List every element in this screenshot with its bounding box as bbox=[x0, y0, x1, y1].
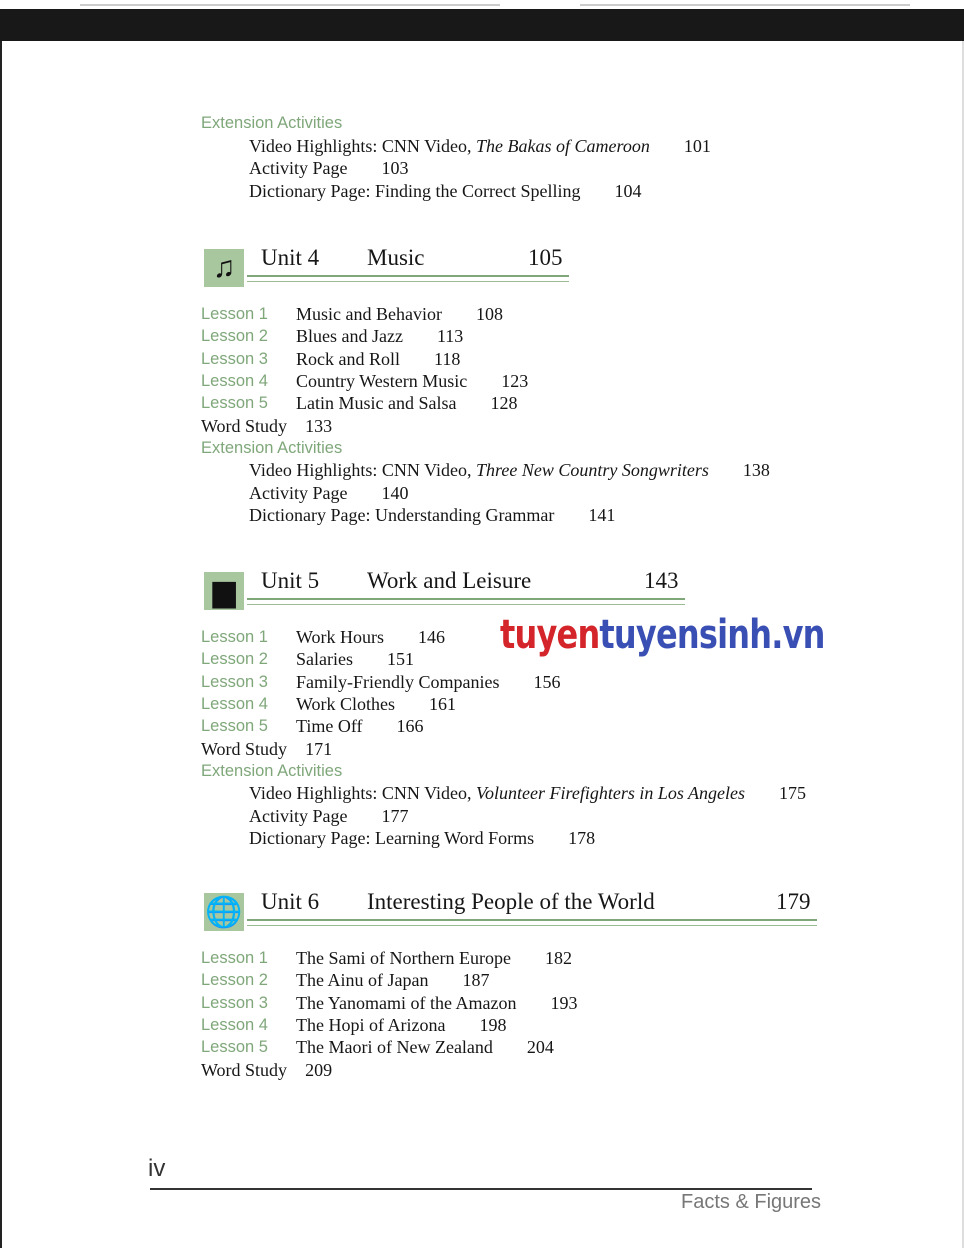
page-ref: 140 bbox=[381, 482, 409, 503]
lesson-label: Lesson 5 bbox=[201, 1038, 268, 1057]
extension-item bbox=[249, 827, 595, 849]
page-ref: 108 bbox=[475, 304, 503, 324]
lesson-name: Country Western Music bbox=[296, 370, 468, 391]
page-ref: 166 bbox=[396, 716, 424, 737]
briefcase-icon: ▆ bbox=[204, 572, 244, 610]
item-text: Video Highlights: CNN Video, bbox=[249, 135, 477, 156]
page-ref: 156 bbox=[533, 671, 561, 692]
lesson-name: Family-Friendly Companies bbox=[296, 671, 500, 692]
lesson-label: Lesson 1 bbox=[201, 949, 268, 967]
lesson-name: Time Off bbox=[296, 716, 363, 737]
video-title: The Bakas of Cameroon bbox=[476, 135, 650, 156]
word-study bbox=[201, 1059, 332, 1081]
extension-label: Extension Activities bbox=[201, 761, 343, 780]
page-ref: 198 bbox=[479, 1014, 507, 1035]
page-ref: 209 bbox=[305, 1059, 333, 1080]
page-ref: 193 bbox=[550, 992, 578, 1013]
page-ref: 182 bbox=[544, 948, 572, 968]
page-ref: 141 bbox=[588, 505, 616, 526]
page-ref: 187 bbox=[462, 970, 490, 991]
lesson-title bbox=[296, 1014, 506, 1036]
lesson-label: Lesson 5 bbox=[201, 717, 268, 736]
unit-number: Unit 6 bbox=[261, 889, 320, 914]
music-note-icon: ♫ bbox=[204, 249, 244, 287]
unit-number: Unit 4 bbox=[261, 245, 320, 270]
lesson-title bbox=[296, 392, 517, 414]
lesson-title bbox=[296, 671, 560, 693]
top-strip bbox=[580, 4, 910, 6]
word-study bbox=[201, 415, 332, 437]
lesson-name: Blues and Jazz bbox=[296, 326, 403, 347]
book-title: Facts & Figures bbox=[681, 1191, 822, 1213]
unit-page: 143 bbox=[644, 568, 679, 593]
lesson-title bbox=[296, 325, 463, 347]
word-study-label: Word Study bbox=[201, 738, 288, 759]
lesson-title bbox=[296, 715, 424, 737]
item-text: Activity Page bbox=[249, 805, 348, 826]
lesson-label: Lesson 5 bbox=[201, 394, 268, 413]
lesson-name: Music and Behavior bbox=[296, 304, 442, 324]
item-text: Video Highlights: CNN Video, bbox=[249, 783, 477, 804]
item-text: Activity Page bbox=[249, 158, 348, 178]
lesson-name: The Hopi of Arizona bbox=[296, 1014, 446, 1035]
word-study bbox=[201, 738, 332, 760]
page-ref: 123 bbox=[501, 370, 529, 391]
watermark-logo: tuyentuyensinh.vn bbox=[500, 612, 825, 658]
lesson-title bbox=[296, 303, 503, 325]
word-study-label: Word Study bbox=[201, 415, 288, 436]
video-title: Volunteer Firefighters in Los Angeles bbox=[476, 783, 745, 804]
unit-page: 179 bbox=[776, 889, 811, 914]
extension-item bbox=[249, 805, 408, 827]
extension-label: Extension Activities bbox=[201, 114, 343, 132]
lesson-title bbox=[296, 992, 577, 1014]
page-number: iv bbox=[148, 1155, 166, 1182]
lesson-title bbox=[296, 947, 572, 969]
page-ref: 133 bbox=[305, 415, 333, 436]
unit-title: Music bbox=[367, 245, 425, 270]
lesson-name: Latin Music and Salsa bbox=[296, 393, 457, 414]
extension-item bbox=[249, 459, 770, 481]
item-text: Video Highlights: CNN Video, bbox=[249, 460, 477, 481]
lesson-label: Lesson 4 bbox=[201, 371, 268, 390]
lesson-title bbox=[296, 693, 456, 715]
unit-header-rule bbox=[247, 919, 817, 926]
lesson-label: Lesson 1 bbox=[201, 305, 268, 323]
item-text: Activity Page bbox=[249, 482, 348, 503]
lesson-title bbox=[296, 1036, 554, 1058]
word-study-label: Word Study bbox=[201, 1059, 288, 1080]
lesson-name: Rock and Roll bbox=[296, 348, 400, 369]
lesson-title bbox=[296, 348, 460, 370]
top-strip bbox=[80, 4, 500, 6]
extension-label: Extension Activities bbox=[201, 438, 343, 457]
item-text: Dictionary Page: Finding the Correct Spelling bbox=[249, 180, 581, 201]
unit-title: Work and Leisure bbox=[367, 568, 532, 593]
page-ref: 146 bbox=[418, 627, 446, 647]
extension-item bbox=[249, 180, 641, 202]
page-ref: 177 bbox=[381, 805, 409, 826]
unit-header-rule bbox=[247, 598, 685, 605]
item-text: Dictionary Page: Learning Word Forms bbox=[249, 828, 535, 849]
lesson-label: Lesson 2 bbox=[201, 971, 268, 990]
lesson-label: Lesson 1 bbox=[201, 628, 268, 646]
page-ref: 178 bbox=[568, 828, 596, 849]
page-ref: 104 bbox=[614, 180, 642, 201]
viewer-top-bar bbox=[0, 9, 964, 41]
lesson-label: Lesson 3 bbox=[201, 993, 268, 1012]
lesson-label: Lesson 2 bbox=[201, 650, 268, 669]
lesson-name: Salaries bbox=[296, 649, 353, 670]
footer-rule bbox=[150, 1188, 812, 1190]
lesson-title bbox=[296, 969, 489, 991]
page-ref: 161 bbox=[429, 693, 457, 714]
lesson-name: The Sami of Northern Europe bbox=[296, 948, 511, 968]
lesson-label: Lesson 3 bbox=[201, 349, 268, 368]
lesson-name: The Yanomami of the Amazon bbox=[296, 992, 517, 1013]
lesson-name: The Maori of New Zealand bbox=[296, 1037, 493, 1058]
extension-item bbox=[249, 157, 408, 179]
lesson-name: Work Clothes bbox=[296, 693, 396, 714]
page-ref: 128 bbox=[490, 393, 518, 414]
lesson-title bbox=[296, 648, 414, 670]
lesson-label: Lesson 4 bbox=[201, 1015, 268, 1034]
lesson-label: Lesson 4 bbox=[201, 694, 268, 713]
lesson-name: The Ainu of Japan bbox=[296, 970, 429, 991]
page-ref: 204 bbox=[526, 1037, 554, 1058]
page-ref: 118 bbox=[434, 348, 461, 369]
extension-item bbox=[249, 482, 408, 504]
globe-icon: 🌐 bbox=[204, 893, 244, 931]
video-title: Three New Country Songwriters bbox=[476, 460, 709, 481]
unit-title: Interesting People of the World bbox=[367, 889, 655, 914]
unit-page: 105 bbox=[528, 245, 563, 270]
page-ref: 113 bbox=[436, 326, 464, 347]
page-ref: 138 bbox=[742, 460, 770, 481]
extension-item bbox=[249, 782, 806, 804]
page-border bbox=[0, 41, 2, 1248]
page-ref: 151 bbox=[386, 649, 414, 670]
lesson-label: Lesson 2 bbox=[201, 327, 268, 346]
lesson-label: Lesson 3 bbox=[201, 672, 268, 691]
unit-header-rule bbox=[247, 275, 569, 282]
extension-item bbox=[249, 504, 615, 526]
lesson-title bbox=[296, 370, 528, 392]
lesson-title bbox=[296, 626, 445, 648]
page-ref: 101 bbox=[683, 135, 711, 156]
page-ref: 171 bbox=[305, 738, 333, 759]
extension-item bbox=[249, 135, 711, 157]
item-text: Dictionary Page: Understanding Grammar bbox=[249, 505, 555, 526]
page-ref: 175 bbox=[779, 783, 806, 804]
unit-number: Unit 5 bbox=[261, 568, 320, 593]
lesson-name: Work Hours bbox=[296, 627, 385, 647]
page-ref: 103 bbox=[381, 158, 409, 178]
